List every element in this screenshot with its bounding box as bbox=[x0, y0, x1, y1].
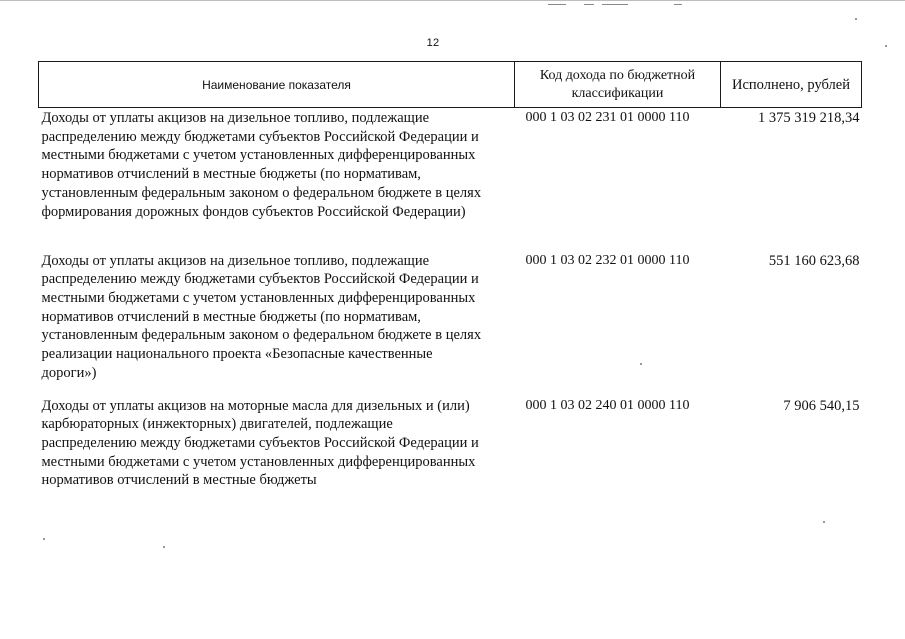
header-income-code-line2: классификации bbox=[571, 85, 664, 101]
row-name-line: местными бюджетами с учетом установленных дифференцированных bbox=[41, 147, 476, 164]
scan-speck bbox=[640, 363, 642, 365]
header-marks bbox=[548, 4, 688, 8]
scan-speck bbox=[823, 521, 825, 523]
row-name-line: Доходы от уплаты акцизов на дизельное топливо, подлежащие bbox=[41, 252, 430, 269]
row-income-code: 000 1 03 02 231 01 0000 110 bbox=[525, 110, 690, 125]
top-rule bbox=[0, 0, 905, 1]
row-executed-amount: 1 375 319 218,34 bbox=[758, 110, 860, 126]
table-row bbox=[39, 396, 862, 496]
scan-speck bbox=[855, 18, 857, 20]
row-name-line: местными бюджетами с учетом установленных дифференцированных bbox=[41, 453, 476, 470]
row-income-code: 000 1 03 02 240 01 0000 110 bbox=[525, 397, 690, 413]
row-name-line: распределению между бюджетами субъектов Российской Федерации и bbox=[41, 434, 479, 451]
row-indicator-name bbox=[39, 251, 515, 396]
header-income-code-line1: Код дохода по бюджетной bbox=[539, 67, 696, 83]
header-income-code bbox=[515, 62, 721, 108]
row-name-line: реализации национального проекта «Безопасные качественные bbox=[41, 346, 433, 363]
row-income-code: 000 1 03 02 232 01 0000 110 bbox=[525, 252, 690, 268]
scan-speck bbox=[43, 538, 45, 540]
row-name-line: нормативов отчислений в местные бюджеты bbox=[41, 472, 317, 489]
header-indicator-name: Наименование показателя bbox=[39, 62, 515, 108]
row-name-line: местными бюджетами с учетом установленных дифференцированных bbox=[41, 289, 476, 306]
row-name-line: распределению между бюджетами субъектов Российской Федерации и bbox=[41, 271, 479, 288]
table-header-row bbox=[39, 62, 862, 108]
row-indicator-name bbox=[39, 108, 515, 251]
row-name-line: формирования дорожных фондов субъектов Российской Федерации) bbox=[41, 203, 466, 220]
income-table bbox=[38, 61, 862, 496]
row-name-line: Доходы от уплаты акцизов на дизельное топливо, подлежащие bbox=[41, 110, 430, 126]
row-name-line: установленным федеральным законом о федеральном бюджете в целях bbox=[41, 327, 482, 344]
scan-speck bbox=[885, 45, 887, 47]
page-number: 12 bbox=[426, 37, 440, 49]
table-row bbox=[39, 251, 862, 396]
row-executed-amount: 551 160 623,68 bbox=[768, 252, 860, 269]
row-name-line: дороги») bbox=[41, 364, 97, 381]
header-executed-rubles: Исполнено, рублей bbox=[721, 62, 862, 108]
table-row bbox=[39, 108, 862, 251]
row-name-line: карбюраторных (инжекторных) двигателей, подлежащие bbox=[41, 416, 393, 433]
row-name-line: нормативов отчислений в местные бюджеты (по нормативам, bbox=[41, 166, 421, 183]
row-executed-amount: 7 906 540,15 bbox=[783, 397, 860, 414]
scan-speck bbox=[163, 546, 165, 548]
row-name-line: Доходы от уплаты акцизов на моторные масла для дизельных и (или) bbox=[41, 397, 470, 414]
row-name-line: установленным федеральным законом о федеральном бюджете в целях bbox=[41, 184, 482, 201]
row-indicator-name bbox=[39, 396, 515, 496]
row-name-line: нормативов отчислений в местные бюджеты (по нормативам, bbox=[41, 308, 421, 325]
row-name-line: распределению между бюджетами субъектов Российской Федерации и bbox=[41, 128, 479, 145]
